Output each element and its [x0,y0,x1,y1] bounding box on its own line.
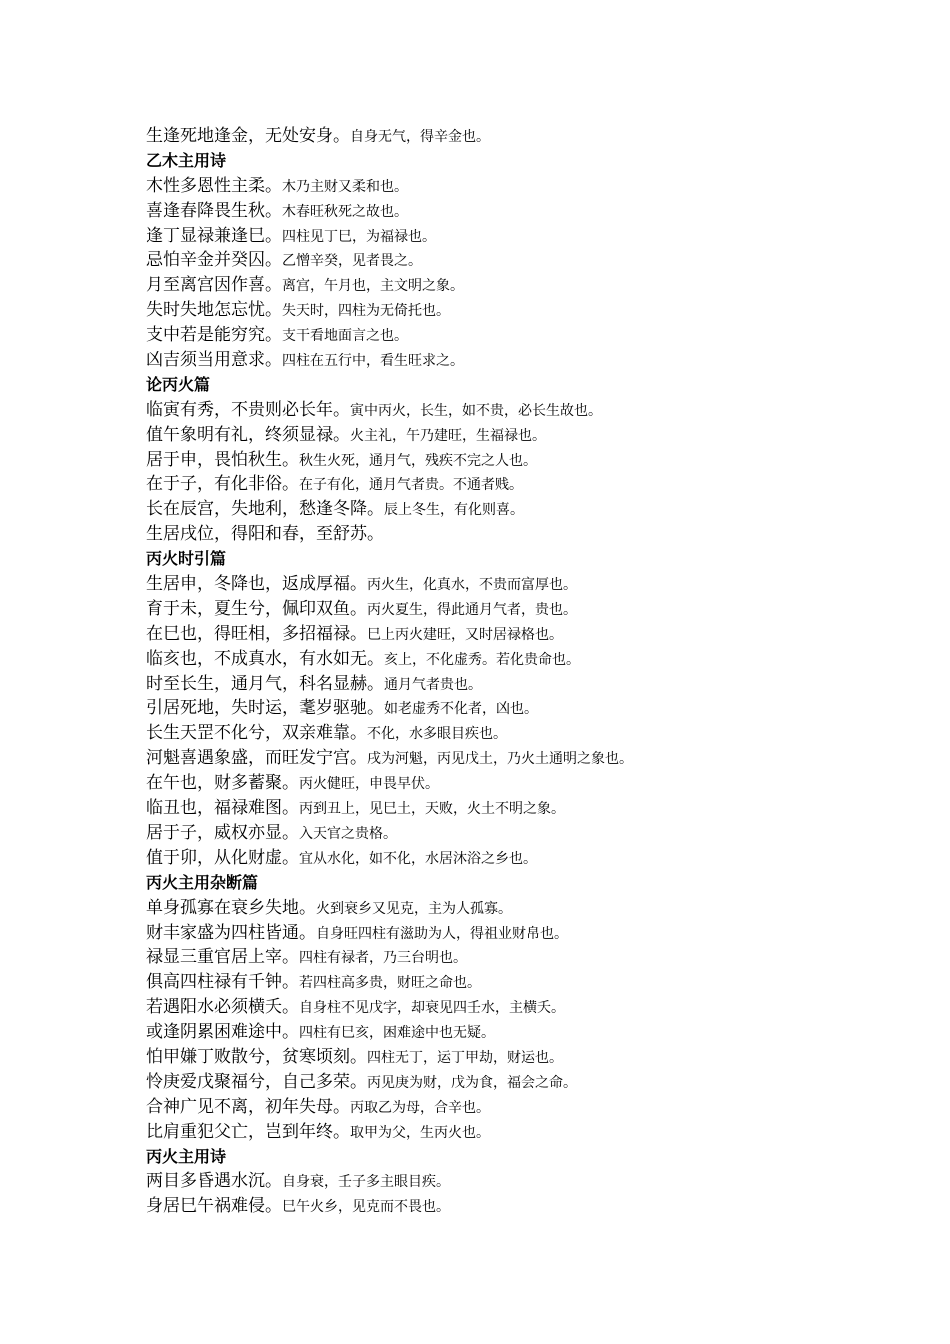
commentary-text: 离宫，午月也，主文明之象。 [282,278,464,295]
verse-text: 居于子，威权亦显。 [146,822,299,843]
section-heading: 丙火主用杂断篇 [146,872,259,892]
commentary-text: 火到衰乡又见克，主为人孤寡。 [316,900,512,917]
commentary-text: 火主礼，午乃建旺，生福禄也。 [350,427,546,444]
verse-text: 支中若是能穷究。 [146,325,282,346]
verse-text: 木性多恩性主柔。 [146,175,282,196]
text-line [146,796,926,821]
verse-text: 值午象明有礼，终须显禄。 [146,424,350,445]
commentary-text: 丙取乙为母，合辛也。 [350,1099,490,1116]
commentary-text: 木春旺秋死之故也。 [282,203,408,220]
verse-text: 生居戌位，得阳和春，至舒苏。 [146,524,384,545]
text-line [146,821,926,846]
verse-text: 在午也，财多蓄聚。 [146,773,299,794]
section-heading: 乙木主用诗 [146,150,227,170]
verse-text: 失时失地怎忘忧。 [146,300,282,321]
verse-text: 比肩重犯父亡，岂到年终。 [146,1121,350,1142]
verse-text: 临丑也，福禄难图。 [146,798,299,819]
commentary-text: 巳上丙火建旺，又时居禄格也。 [367,626,563,643]
verse-text: 值于卯，从化财虚。 [146,847,299,868]
section-heading: 论丙火篇 [146,374,211,394]
commentary-text: 丙火夏生，得此通月气者，贵也。 [367,601,577,618]
verse-text: 若遇阳水必须横夭。 [146,997,299,1018]
text-line [146,1120,926,1145]
text-line [146,846,926,871]
verse-text: 在巳也，得旺相，多招福禄。 [146,623,367,644]
commentary-text: 通月气者贵也。 [384,676,482,693]
section-heading: 丙火时引篇 [146,549,227,569]
text-line [146,323,926,348]
verse-text: 居于申，畏怕秋生。 [146,449,299,470]
text-line [146,298,926,323]
document-body [146,124,926,1219]
text-line [146,398,926,423]
verse-text: 或逢阴累困难途中。 [146,1022,299,1043]
text-line [146,1169,926,1194]
text-line [146,348,926,373]
commentary-text: 巳午火乡，见克而不畏也。 [282,1199,450,1216]
verse-text: 喜逢春降畏生秋。 [146,200,282,221]
text-line [146,572,926,597]
verse-text: 长在辰宫，失地利，愁逢冬降。 [146,499,384,520]
text-line [146,273,926,298]
text-line [146,995,926,1020]
commentary-text: 辰上冬生，有化则喜。 [384,502,524,519]
text-line [146,1070,926,1095]
commentary-text: 四柱见丁巳，为福禄也。 [282,228,436,245]
commentary-text: 自身无气，得辛金也。 [350,129,490,145]
text-line [146,622,926,647]
commentary-text: 若四柱高多贵，财旺之命也。 [299,975,481,992]
verse-text: 月至离宫因作喜。 [146,275,282,296]
text-line [146,423,926,448]
commentary-text: 入天官之贵格。 [299,825,397,842]
verse-text: 育于未，夏生兮，佩印双鱼。 [146,598,367,619]
text-line [146,224,926,249]
verse-text: 引居死地，失时运，耄岁驱驰。 [146,698,384,719]
text-line [146,746,926,771]
text-line [146,1020,926,1045]
commentary-text: 四柱有巳亥，困难途中也无疑。 [299,1025,495,1042]
commentary-text: 四柱无丁，运丁甲劫，财运也。 [367,1049,563,1066]
text-line [146,497,926,522]
commentary-text: 取甲为父，生丙火也。 [350,1124,490,1141]
verse-text: 临寅有秀，不贵则必长年。 [146,399,350,420]
verse-text: 生居申，冬降也，返成厚福。 [146,574,367,595]
verse-text: 忌怕辛金并癸囚。 [146,250,282,271]
verse-text: 凶吉须当用意求。 [146,350,282,371]
commentary-text: 支干看地面言之也。 [282,328,408,345]
verse-text: 禄显三重官居上宰。 [146,947,299,968]
text-line [146,647,926,672]
commentary-text: 乙憎辛癸，见者畏之。 [282,253,422,270]
commentary-text: 失天时，四柱为无倚托也。 [282,303,450,320]
text-line [146,472,926,497]
verse-text: 怜庚爱戊聚福兮，自己多荣。 [146,1071,367,1092]
verse-text: 两目多昏遇水沉。 [146,1171,282,1192]
verse-text: 身居巳午祸难侵。 [146,1196,282,1217]
commentary-text: 丙火健旺，申畏早伏。 [299,776,439,793]
text-line [146,597,926,622]
text-line [146,896,926,921]
text-line [146,248,926,273]
section-heading: 丙火主用诗 [146,1146,227,1166]
commentary-text: 自身衰，壬子多主眼目疾。 [282,1174,450,1191]
text-line [146,448,926,473]
commentary-text: 丙到丑上，见巳土，天败，火土不明之象。 [299,801,565,818]
text-line [146,522,926,547]
verse-text: 俱高四柱禄有千钟。 [146,972,299,993]
verse-text: 单身孤寡在衰乡失地。 [146,897,316,918]
commentary-text: 四柱在五行中，看生旺求之。 [282,353,464,370]
verse-text: 长生天罡不化兮，双亲难靠。 [146,723,367,744]
commentary-text: 自身柱不见戊字，却衰见四壬水，主横夭。 [299,1000,565,1017]
commentary-text: 亥上，不化虚秀。若化贵命也。 [384,651,580,668]
commentary-text: 自身旺四柱有滋助为人，得祖业财帛也。 [316,925,568,942]
commentary-text: 丙见庚为财，戊为食，福会之命。 [367,1074,577,1091]
commentary-text: 秋生火死，通月气，残疾不完之人也。 [299,452,537,469]
verse-text: 财丰家盛为四柱皆通。 [146,922,316,943]
text-line [146,696,926,721]
commentary-text: 木乃主财又柔和也。 [282,178,408,195]
commentary-text: 丙火生，化真水，不贵而富厚也。 [367,577,577,594]
commentary-text: 如老虚秀不化者，凶也。 [384,701,538,718]
commentary-text: 四柱有禄者，乃三台明也。 [299,950,467,967]
commentary-text: 宜从水化，如不化，水居沐浴之乡也。 [299,850,537,867]
text-line [146,124,926,149]
text-line [146,970,926,995]
text-line [146,672,926,697]
text-line [146,921,926,946]
text-line [146,945,926,970]
verse-text: 逢丁显禄兼逢巳。 [146,225,282,246]
verse-text: 时至长生，通月气，科名显赫。 [146,673,384,694]
text-line [146,199,926,224]
verse-text: 临亥也，不成真水，有水如无。 [146,648,384,669]
verse-text: 在于子，有化非俗。 [146,474,299,495]
verse-text: 生逢死地逢金，无处安身。 [146,126,350,146]
text-line [146,174,926,199]
commentary-text: 寅中丙火，长生，如不贵，必长生故也。 [350,402,602,419]
text-line [146,1194,926,1219]
verse-text: 合神广见不离，初年失母。 [146,1096,350,1117]
commentary-text: 戌为河魁，丙见戊土，乃火土通明之象也。 [367,751,633,768]
text-line [146,771,926,796]
commentary-text: 在子有化，通月气者贵。不通者贱。 [299,477,523,494]
verse-text: 怕甲嫌丁败散兮，贫寒顷刻。 [146,1046,367,1067]
text-line [146,1095,926,1120]
commentary-text: 不化，水多眼目疾也。 [367,726,507,743]
text-line [146,1045,926,1070]
text-line [146,721,926,746]
verse-text: 河魁喜遇象盛，而旺发宁宫。 [146,748,367,769]
